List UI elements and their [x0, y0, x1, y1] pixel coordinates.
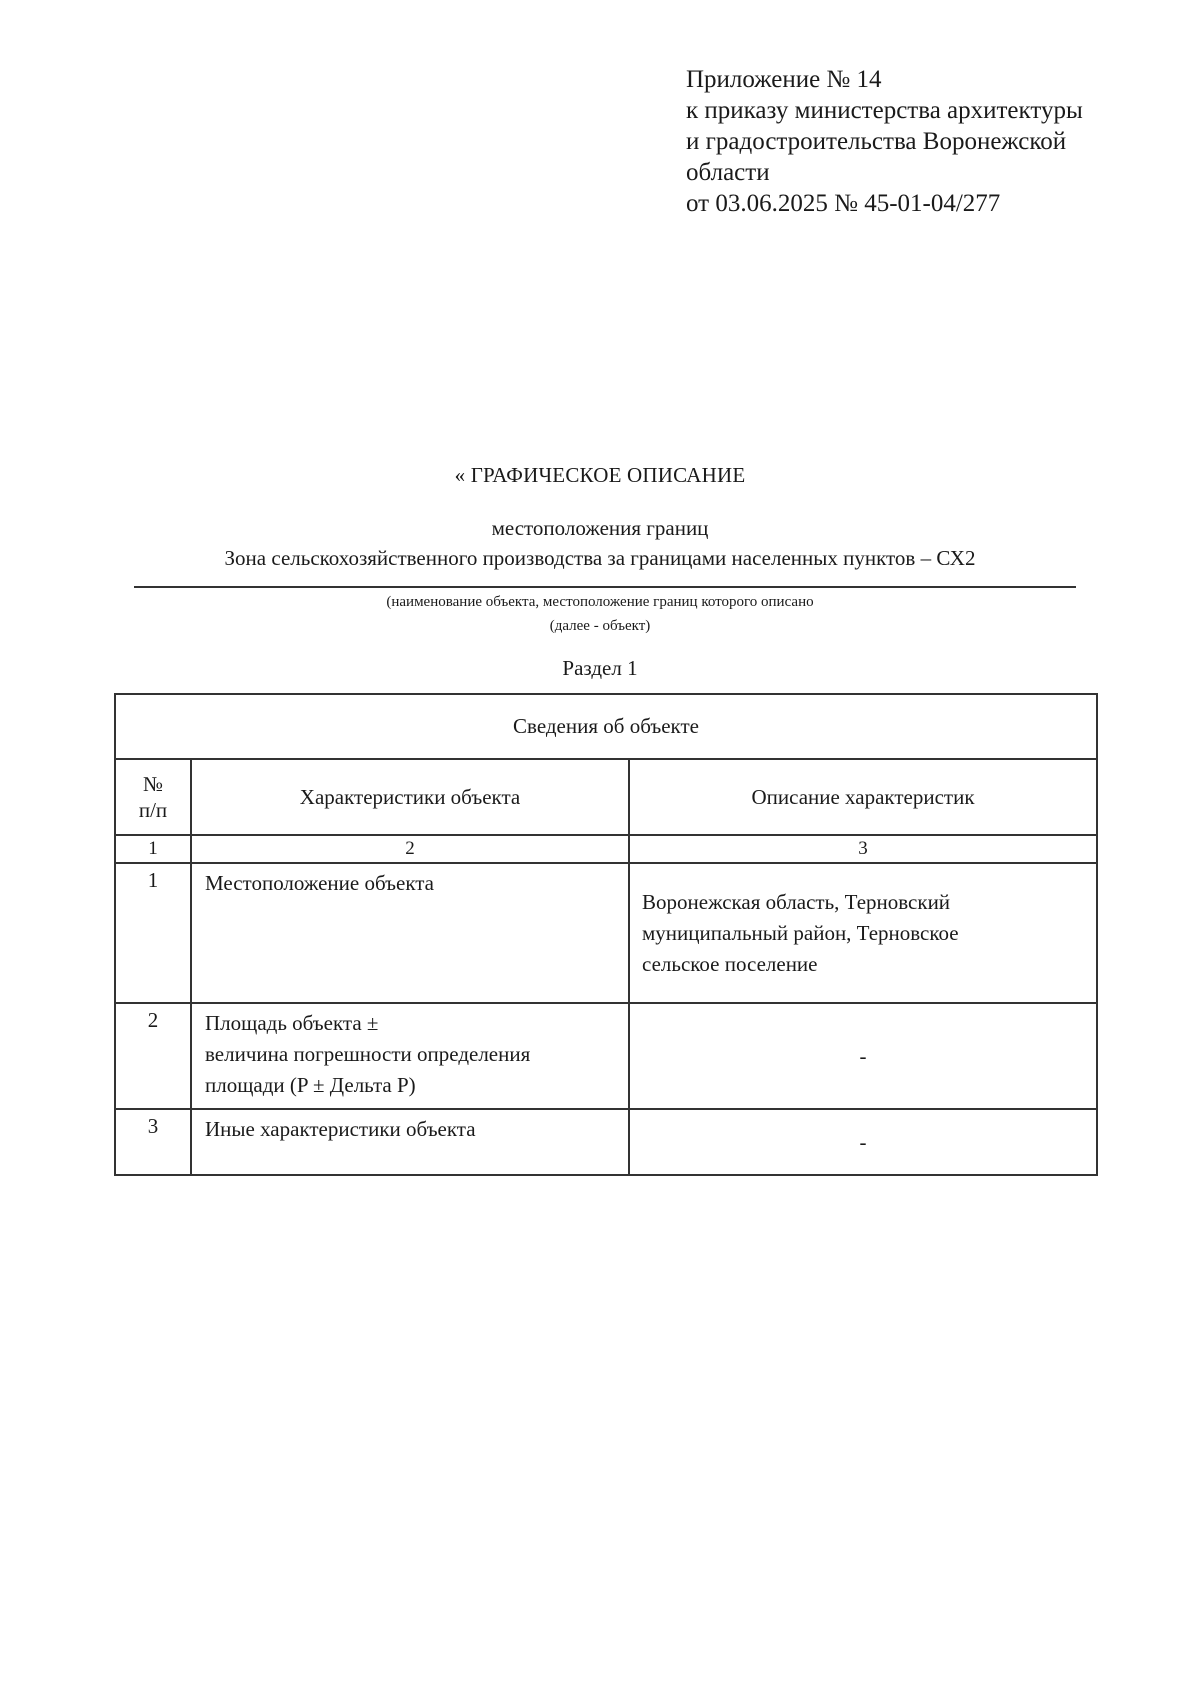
note-line: (далее - объект)	[549, 618, 651, 634]
appendix-line: области	[686, 159, 770, 186]
row-num: 1	[115, 863, 191, 1003]
characteristic-line: площади (P ± Дельта P)	[205, 1073, 416, 1097]
header-num-line: п/п	[138, 798, 168, 822]
document-title: « ГРАФИЧЕСКОЕ ОПИСАНИЕ	[454, 463, 746, 487]
row-characteristic	[191, 1109, 629, 1175]
row-num: 2	[115, 1003, 191, 1109]
row-characteristic	[191, 1003, 629, 1109]
characteristic-line: Иные характеристики объекта	[205, 1117, 476, 1141]
index-cell: 2	[191, 835, 629, 863]
row-description	[629, 863, 1097, 1003]
appendix-line: от 03.06.2025 № 45-01-04/277	[686, 190, 1001, 217]
description-line: сельское поселение	[642, 951, 818, 976]
characteristic-line: Местоположение объекта	[205, 871, 435, 895]
header-num	[115, 759, 191, 835]
row-characteristic	[191, 863, 629, 1003]
table-row	[115, 1003, 1097, 1109]
appendix-block	[686, 64, 1166, 219]
header-num-line: №	[142, 772, 164, 796]
document-subtitle: местоположения границ	[491, 516, 709, 540]
row-description: -	[629, 1109, 1097, 1175]
index-cell: 3	[629, 835, 1097, 863]
header-description: Описание характеристик	[629, 759, 1097, 835]
description-line: муниципальный район, Терновское	[642, 920, 959, 945]
section-heading: Раздел 1	[562, 656, 638, 680]
table-row	[115, 1109, 1097, 1175]
table-row	[115, 863, 1097, 1003]
table-header-row	[115, 759, 1097, 835]
table-caption: Сведения об объекте	[115, 694, 1097, 759]
object-info-table	[114, 693, 1098, 1176]
table-index-row	[115, 835, 1097, 863]
description-line: Воронежская область, Терновский	[642, 889, 951, 914]
characteristic-line: Площадь объекта ±	[205, 1011, 379, 1035]
header-characteristics: Характеристики объекта	[191, 759, 629, 835]
object-name: Зона сельскохозяйственного производства за границами населенных пунктов – СХ2	[224, 546, 976, 570]
index-cell: 1	[115, 835, 191, 863]
row-description: -	[629, 1003, 1097, 1109]
characteristic-line: величина погрешности определения	[205, 1042, 531, 1066]
table-caption-row	[115, 694, 1097, 759]
appendix-line: Приложение № 14	[686, 66, 882, 93]
appendix-line: и градостроительства Воронежской	[686, 128, 1067, 155]
note-line: (наименование объекта, местоположение границ которого описано	[386, 594, 814, 610]
object-name-note	[0, 590, 1200, 638]
appendix-line: к приказу министерства архитектуры	[686, 97, 1083, 124]
object-name-underline	[134, 586, 1076, 588]
row-num: 3	[115, 1109, 191, 1175]
